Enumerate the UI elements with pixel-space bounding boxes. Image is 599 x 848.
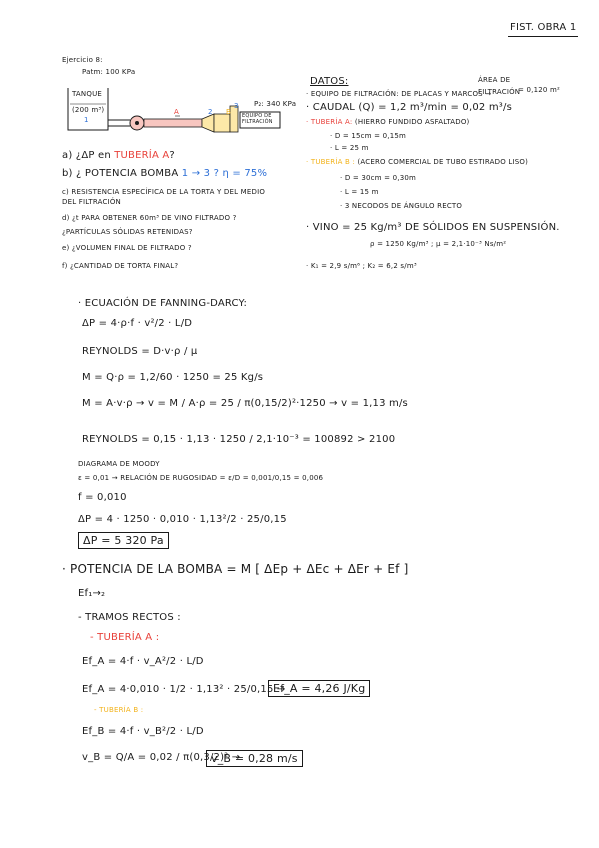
datos-rho-mu: ρ = 1250 Kg/m³ ; μ = 2,1·10⁻³ Ns/m² xyxy=(370,240,507,248)
tuberia-a-heading: - TUBERÍA A : xyxy=(90,632,160,643)
question-d2: ¿PARTÍCULAS SÓLIDAS RETENIDAS? xyxy=(62,228,193,236)
datos-tb-codos: · 3 NECODOS DE ÁNGULO RECTO xyxy=(340,202,463,210)
dp-result: ΔP = 5 320 Pa xyxy=(78,532,169,549)
tank-label: TANQUE xyxy=(72,90,103,98)
datos-vino: · VINO = 25 Kg/m³ DE SÓLIDOS EN SUSPENSIÓN. xyxy=(306,222,560,233)
datos-title: DATOS: xyxy=(310,76,349,87)
velocity-eq: M = A·v·ρ → v = M / A·ρ = 25 / π(0,15/2)²·1250 → v = 1,13 m/s xyxy=(82,398,408,409)
vb-calc: v_B = Q/A = 0,02 / π(0,3/2)² → xyxy=(82,752,241,763)
datos-tuberia-a: · TUBERÍA A: (HIERRO FUNDIDO ASFALTADO) xyxy=(306,118,470,126)
datos-tuberia-b: · TUBERÍA B : (ACERO COMERCIAL DE TUBO ESTIRADO LISO) xyxy=(306,158,528,166)
question-b: b) ¿ POTENCIA BOMBA 1 → 3 ? η = 75% xyxy=(62,168,268,179)
fanning-equation: ΔP = 4·ρ·f · v²/2 · L/D xyxy=(82,318,193,329)
tube-a-label: A xyxy=(174,108,179,116)
datos-ta-d: · D = 15cm = 0,15m xyxy=(330,132,407,140)
area-label: ÁREA DE xyxy=(478,76,511,84)
filter-label: EQUIPO DE FILTRACIÓN xyxy=(242,113,273,125)
friction-factor: f = 0,010 xyxy=(78,492,127,503)
p2-label: P₂: 340 KPa xyxy=(254,100,297,108)
point-3-label: 3 xyxy=(234,102,239,110)
question-a: a) ¿ΔP en TUBERÍA A? xyxy=(62,150,175,161)
tuberia-b-heading: - TUBERÍA B : xyxy=(94,706,144,714)
question-c2: DEL FILTRACIÓN xyxy=(62,198,121,206)
vb-result: v_B = 0,28 m/s xyxy=(206,750,303,767)
datos-ta-l: · L = 25 m xyxy=(330,144,369,152)
reynolds-definition: REYNOLDS = D·v·ρ / μ xyxy=(82,346,198,357)
point-2-label: 2 xyxy=(208,108,213,116)
fanning-title: · ECUACIÓN DE FANNING-DARCY: xyxy=(78,298,248,309)
efb-equation: Ef_B = 4·f · v_B²/2 · L/D xyxy=(82,726,204,737)
efa-result: Ef_A = 4,26 J/Kg xyxy=(268,680,370,697)
datos-caudal: · CAUDAL (Q) = 1,2 m³/min = 0,02 m³/s xyxy=(306,102,512,113)
epsilon-eq: ε = 0,01 → RELACIÓN DE RUGOSIDAD = ε/D = 0,001/0,15 = 0,006 xyxy=(78,474,324,482)
tank-volume-label: (200 m³) xyxy=(72,106,105,114)
ef-label: Ef₁→₂ xyxy=(78,588,106,599)
efa-calc: Ef_A = 4·0,010 · 1/2 · 1,13² · 25/0,15 → xyxy=(82,684,286,695)
datos-equipo: · EQUIPO DE FILTRACIÓN: DE PLACAS Y MARCOS → xyxy=(306,90,492,98)
area-label-2: FILTRACIÓN xyxy=(478,88,521,96)
datos-tb-l: · L = 15 m xyxy=(340,188,379,196)
moody-label: DIAGRAMA DE MOODY xyxy=(78,460,160,468)
patm-label: Patm: 100 KPa xyxy=(82,68,136,76)
question-f: f) ¿CANTIDAD DE TORTA FINAL? xyxy=(62,262,179,270)
mass-flow-eq: M = Q·ρ = 1,2/60 · 1250 = 25 Kg/s xyxy=(82,372,264,383)
efa-equation: Ef_A = 4·f · v_A²/2 · L/D xyxy=(82,656,204,667)
point-1-label: 1 xyxy=(84,116,89,124)
potencia-eq: · POTENCIA DE LA BOMBA = M [ ΔEp + ΔEc + ΔEr + Ef ] xyxy=(62,562,409,576)
area-value: = 0,120 m² xyxy=(518,86,560,94)
reynolds-calc: REYNOLDS = 0,15 · 1,13 · 1250 / 2,1·10⁻³ = 100892 > 2100 xyxy=(82,434,396,445)
dp-calc: ΔP = 4 · 1250 · 0,010 · 1,13²/2 · 25/0,15 xyxy=(78,514,287,525)
tube-b-label: B xyxy=(226,108,232,116)
question-c: c) RESISTENCIA ESPECÍFICA DE LA TORTA Y DEL MEDIO xyxy=(62,188,266,196)
question-d: d) ¿t PARA OBTENER 60m³ DE VINO FILTRADO ? xyxy=(62,214,237,222)
question-e: e) ¿VOLUMEN FINAL DE FILTRADO ? xyxy=(62,244,192,252)
page-header-title: FIST. OBRA 1 xyxy=(510,22,577,33)
datos-k: · K₁ = 2,9 s/m⁶ ; K₂ = 6,2 s/m³ xyxy=(306,262,417,270)
datos-tb-d: · D = 30cm = 0,30m xyxy=(340,174,417,182)
tramos-label: - TRAMOS RECTOS : xyxy=(78,612,181,623)
exercise-label: Ejercicio 8: xyxy=(62,56,103,64)
